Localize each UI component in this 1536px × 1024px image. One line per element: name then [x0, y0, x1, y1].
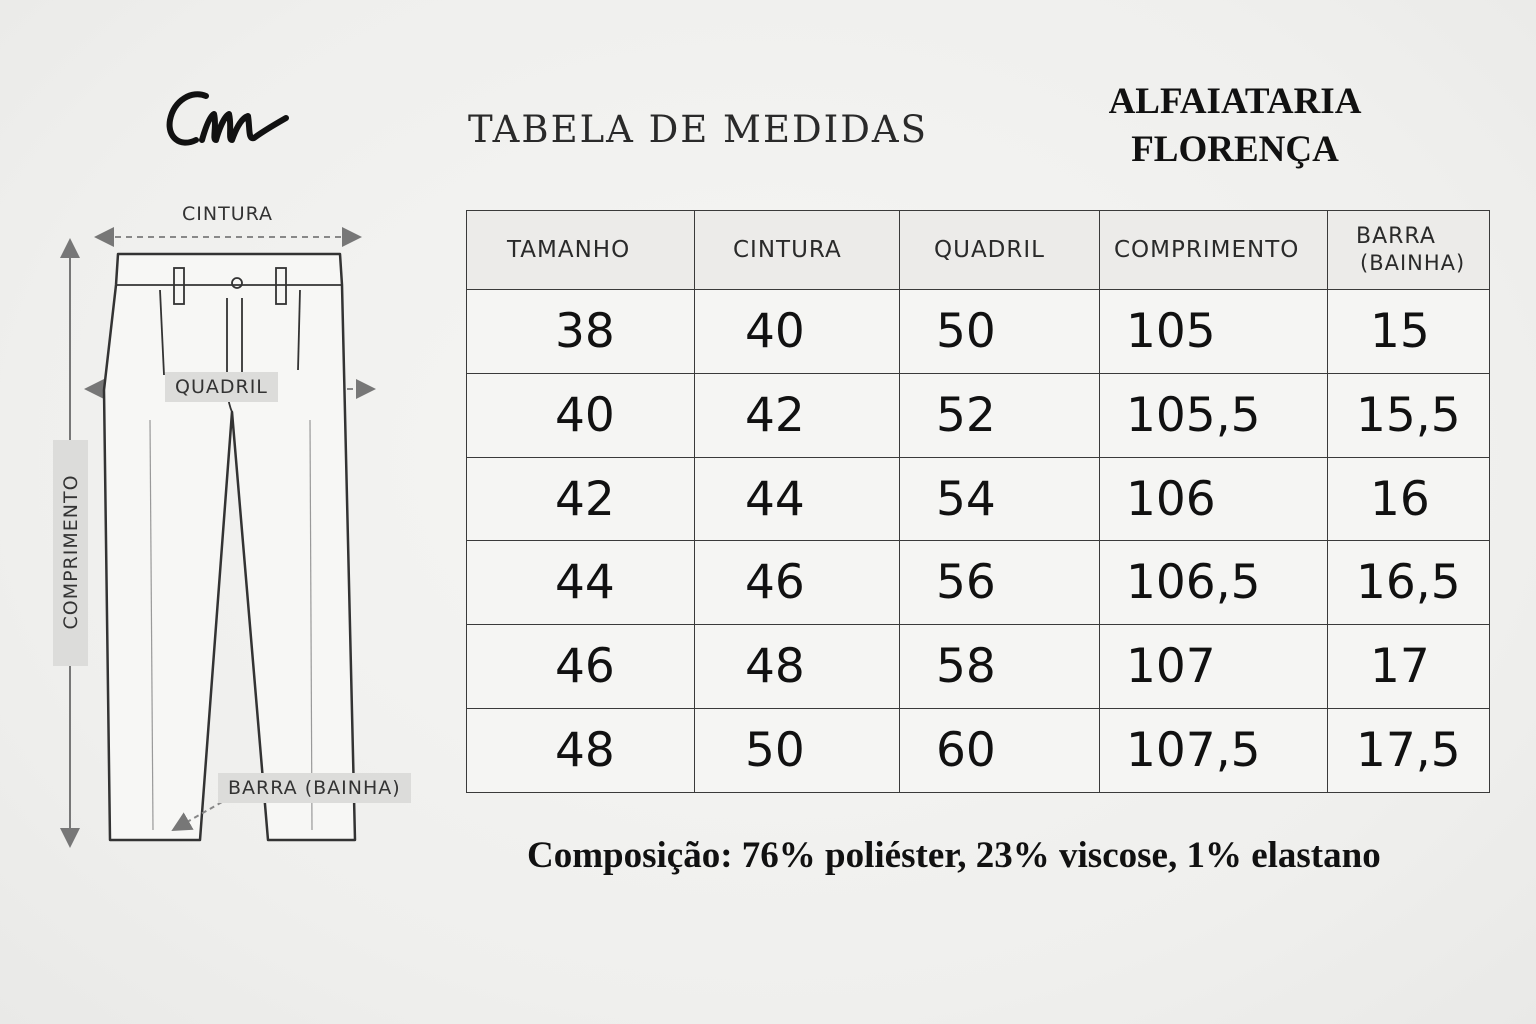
- cell-cintura: 48: [695, 625, 900, 709]
- trousers-diagram: [0, 0, 470, 870]
- cell-tamanho: 42: [467, 457, 695, 541]
- header-tamanho: TAMANHO: [467, 211, 695, 290]
- table-header-row: [467, 211, 1490, 290]
- composition-text: Composição: 76% poliéster, 23% viscose, 1% elastano: [527, 835, 1381, 876]
- cell-comprimento: 106: [1100, 457, 1328, 541]
- cell-tamanho: 40: [467, 373, 695, 457]
- cell-tamanho: 38: [467, 290, 695, 374]
- cell-cintura: 44: [695, 457, 900, 541]
- cell-comprimento: 107,5: [1100, 709, 1328, 793]
- cell-cintura: 50: [695, 709, 900, 793]
- brand-line-2: FLORENÇA: [1131, 129, 1339, 170]
- cintura-label: CINTURA: [182, 203, 274, 225]
- table-row: [467, 541, 1490, 625]
- table-row: [467, 625, 1490, 709]
- cell-comprimento: 106,5: [1100, 541, 1328, 625]
- header-comprimento: COMPRIMENTO: [1100, 211, 1328, 290]
- table-row: [467, 373, 1490, 457]
- size-table: [466, 210, 1489, 793]
- quadril-label: QUADRIL: [165, 372, 278, 402]
- table-row: [467, 290, 1490, 374]
- cell-tamanho: 48: [467, 709, 695, 793]
- cell-comprimento: 107: [1100, 625, 1328, 709]
- table-row: [467, 709, 1490, 793]
- cell-comprimento: 105: [1100, 290, 1328, 374]
- cell-barra: 15,5: [1328, 373, 1490, 457]
- header-cintura: CINTURA: [695, 211, 900, 290]
- cell-barra: 15: [1328, 290, 1490, 374]
- cell-quadril: 54: [900, 457, 1100, 541]
- cell-quadril: 50: [900, 290, 1100, 374]
- cell-cintura: 46: [695, 541, 900, 625]
- header-barra: [1328, 211, 1490, 290]
- brand-line-1: ALFAIATARIA: [1108, 81, 1362, 122]
- barra-label: BARRA (BAINHA): [218, 773, 411, 803]
- comprimento-label: COMPRIMENTO: [60, 474, 82, 630]
- page-title: TABELA DE MEDIDAS: [468, 108, 928, 151]
- table-row: [467, 457, 1490, 541]
- cell-tamanho: 46: [467, 625, 695, 709]
- cell-quadril: 52: [900, 373, 1100, 457]
- cell-cintura: 40: [695, 290, 900, 374]
- cell-barra: 17,5: [1328, 709, 1490, 793]
- brand-name: [1080, 78, 1390, 174]
- cell-tamanho: 44: [467, 541, 695, 625]
- header-quadril: QUADRIL: [900, 211, 1100, 290]
- cell-cintura: 42: [695, 373, 900, 457]
- cell-barra: 16,5: [1328, 541, 1490, 625]
- cell-comprimento: 105,5: [1100, 373, 1328, 457]
- cell-quadril: 56: [900, 541, 1100, 625]
- cell-barra: 16: [1328, 457, 1490, 541]
- cell-barra: 17: [1328, 625, 1490, 709]
- cell-quadril: 60: [900, 709, 1100, 793]
- cell-quadril: 58: [900, 625, 1100, 709]
- header-barra-sub: (BAINHA): [1360, 251, 1466, 275]
- trousers-outline: [104, 254, 355, 840]
- header-barra-main: BARRA: [1356, 224, 1436, 249]
